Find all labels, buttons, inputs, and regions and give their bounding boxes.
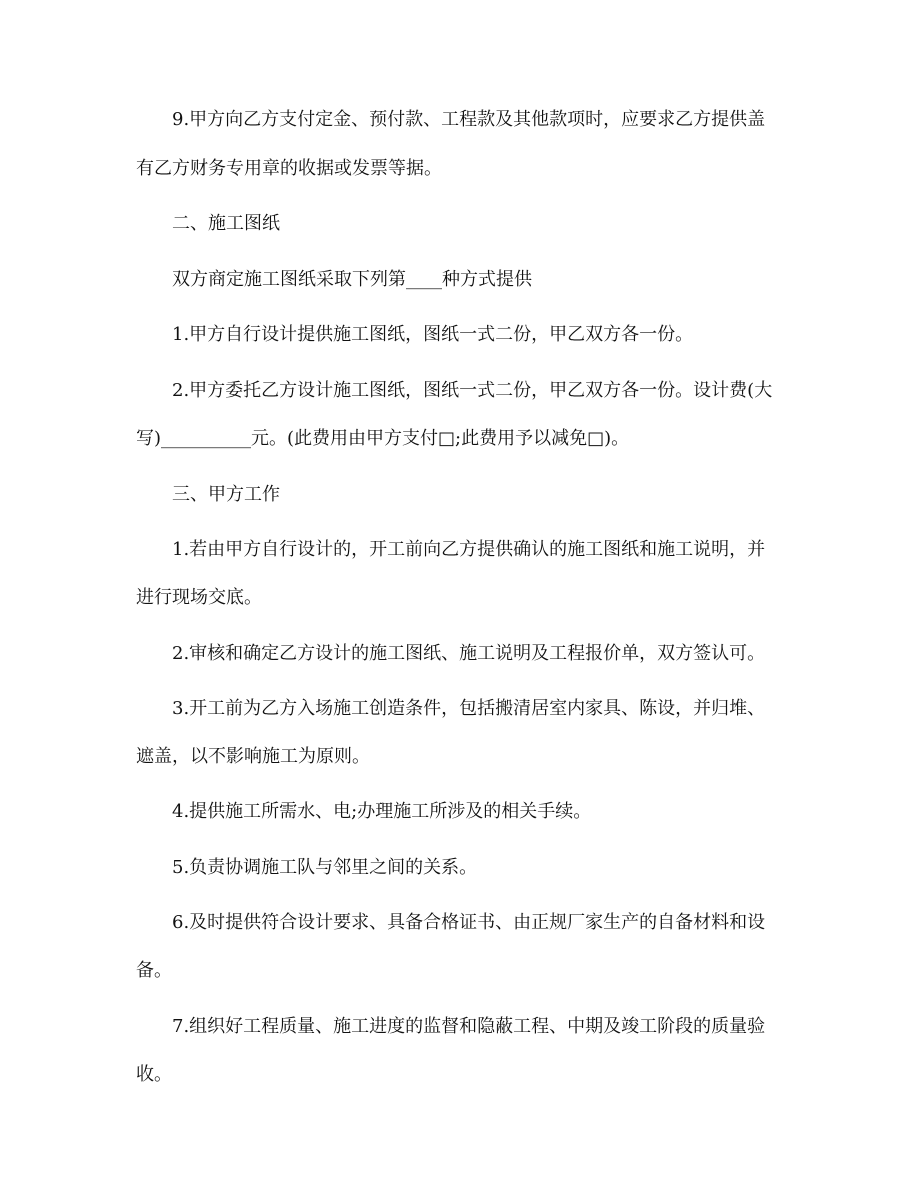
work-item-3-line-1: 3.开工前为乙方入场施工创造条件，包括搬清居室内家具、陈设，并归堆、	[172, 698, 766, 719]
work-item-1-line-2: 进行现场交底。	[136, 587, 262, 608]
work-item-7-line-2: 收。	[136, 1064, 172, 1085]
work-item-4: 4.提供施工所需水、电;办理施工所涉及的相关手续。	[172, 801, 592, 822]
drawings-item-2-line-1: 2.甲方委托乙方设计施工图纸，图纸一式二份，甲乙双方各一份。设计费(大	[172, 380, 773, 401]
work-item-1-line-1: 1.若由甲方自行设计的，开工前向乙方提供确认的施工图纸和施工说明，并	[172, 539, 766, 560]
drawings-item-2-line-2: 写)__________元。(此费用由甲方支付□;此费用予以减免□)。	[136, 428, 630, 449]
work-item-3-line-2: 遮盖，以不影响施工为原则。	[136, 746, 370, 767]
work-item-6-line-2: 备。	[136, 960, 172, 981]
work-item-6-line-1: 6.及时提供符合设计要求、具备合格证书、由正规厂家生产的自备材料和设	[172, 912, 766, 933]
paragraph-9-line-1: 9.甲方向乙方支付定金、预付款、工程款及其他款项时，应要求乙方提供盖	[172, 109, 766, 130]
work-item-2: 2.审核和确定乙方设计的施工图纸、施工说明及工程报价单，双方签认可。	[172, 643, 766, 664]
work-item-5: 5.负责协调施工队与邻里之间的关系。	[172, 857, 478, 878]
section-heading-drawings: 二、施工图纸	[172, 213, 280, 234]
drawings-item-1: 1.甲方自行设计提供施工图纸，图纸一式二份，甲乙双方各一份。	[172, 324, 694, 345]
paragraph-9-line-2: 有乙方财务专用章的收据或发票等据。	[136, 158, 442, 179]
section-heading-party-a-work: 三、甲方工作	[172, 484, 280, 505]
work-item-7-line-1: 7.组织好工程质量、施工进度的监督和隐蔽工程、中期及竣工阶段的质量验	[172, 1016, 766, 1037]
drawings-method-line: 双方商定施工图纸采取下列第____种方式提供	[172, 269, 532, 290]
